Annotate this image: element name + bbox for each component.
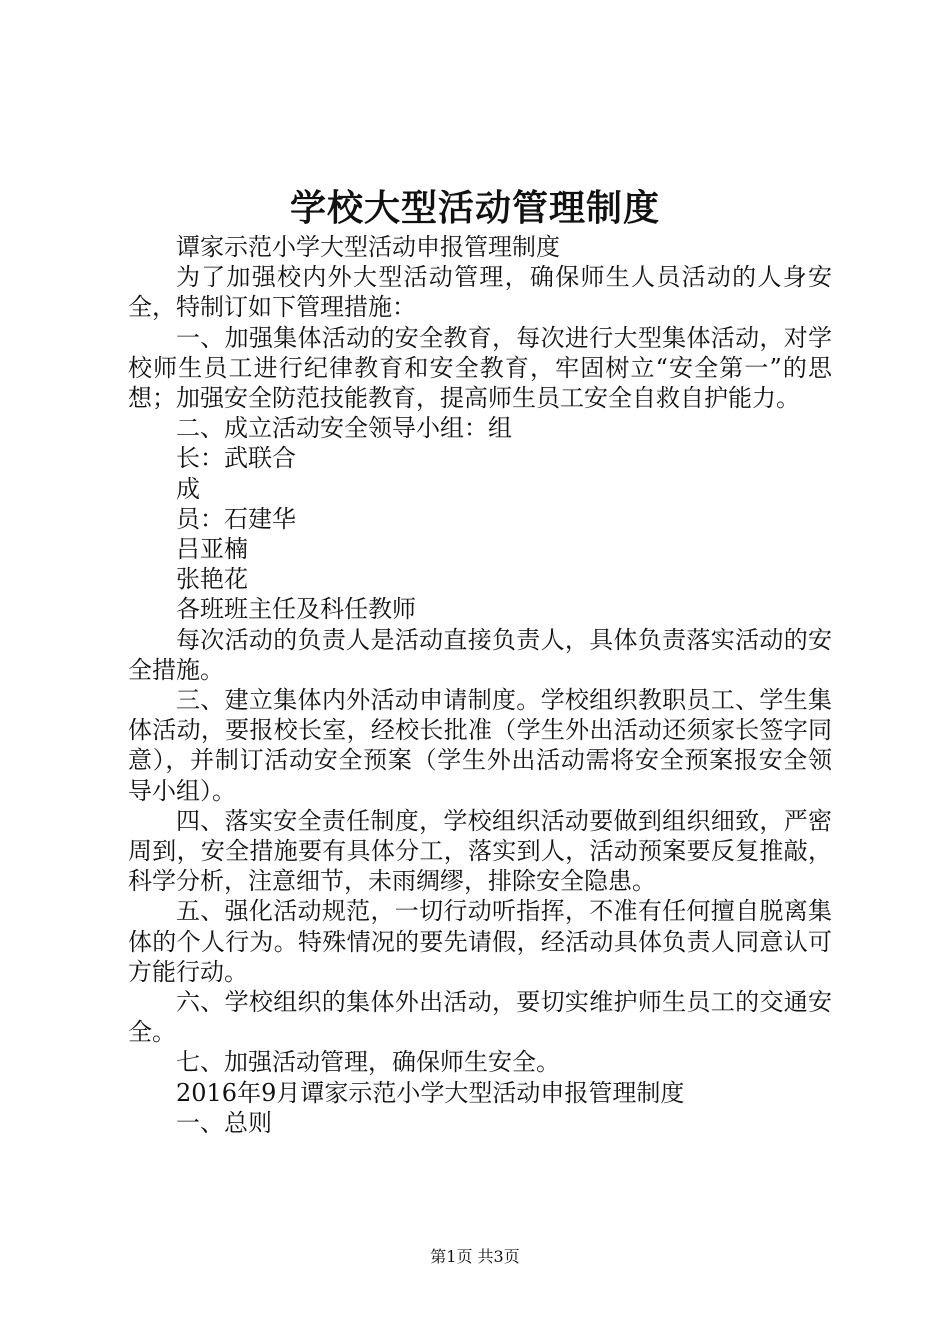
paragraph-item-3: 三、建立集体内外活动申请制度。学校组织教职员工、学生集体活动，要报校长室，经校长批准（学生外出活动还须家长签字同意），并制订活动安全预案（学生外出活动需将安全预案报安全领导小组）。 bbox=[128, 686, 832, 805]
paragraph-general-heading: 一、总则 bbox=[176, 1108, 272, 1137]
document-title: 学校大型活动管理制度 bbox=[289, 187, 660, 229]
paragraph-item-7: 七、加强活动管理，确保师生安全。 bbox=[176, 1048, 560, 1077]
paragraph-member-1: 员：石建华 bbox=[176, 504, 296, 533]
paragraph-leader: 长：武联合 bbox=[176, 444, 296, 473]
paragraph-item-6: 六、学校组织的集体外出活动，要切实维护师生员工的交通安全。 bbox=[128, 988, 832, 1047]
paragraph-member-2: 吕亚楠 bbox=[176, 535, 248, 564]
paragraph-item-2: 二、成立活动安全领导小组：组 bbox=[176, 414, 512, 443]
paragraph-heading-notice: 谭家示范小学大型活动申报管理制度 bbox=[176, 233, 560, 261]
paragraph-member-label: 成 bbox=[176, 474, 200, 503]
paragraph-member-3: 张艳花 bbox=[176, 565, 248, 594]
paragraph-intro: 为了加强校内外大型活动管理，确保师生人员活动的人身安全，特制订如下管理措施： bbox=[128, 263, 832, 322]
paragraph-item-4: 四、落实安全责任制度，学校组织活动要做到组织细致，严密周到，安全措施要有具体分工，落实到人，活动预案要反复推敲，科学分析，注意细节，未雨绸缪，排除安全隐患。 bbox=[128, 806, 832, 896]
paragraph-date-heading: 2016年9月谭家示范小学大型活动申报管理制度 bbox=[176, 1078, 685, 1107]
paragraph-item-1: 一、加强集体活动的安全教育，每次进行大型集体活动，对学校师生员工进行纪律教育和安全教育，牢固树立“安全第一”的思想；加强安全防范技能教育，提高师生员工安全自救自护能力。 bbox=[128, 323, 832, 413]
paragraph-item-5: 五、强化活动规范，一切行动听指挥，不准有任何擅自脱离集体的个人行为。特殊情况的要先请假，经活动具体负责人同意认可方能行动。 bbox=[128, 897, 832, 986]
paragraph-member-4: 各班班主任及科任教师 bbox=[176, 595, 416, 624]
paragraph-responsibility: 每次活动的负责人是活动直接负责人，具体负责落实活动的安全措施。 bbox=[128, 625, 832, 684]
page-number-footer: 第1页 共3页 bbox=[430, 1247, 520, 1266]
document-body bbox=[128, 232, 832, 1138]
